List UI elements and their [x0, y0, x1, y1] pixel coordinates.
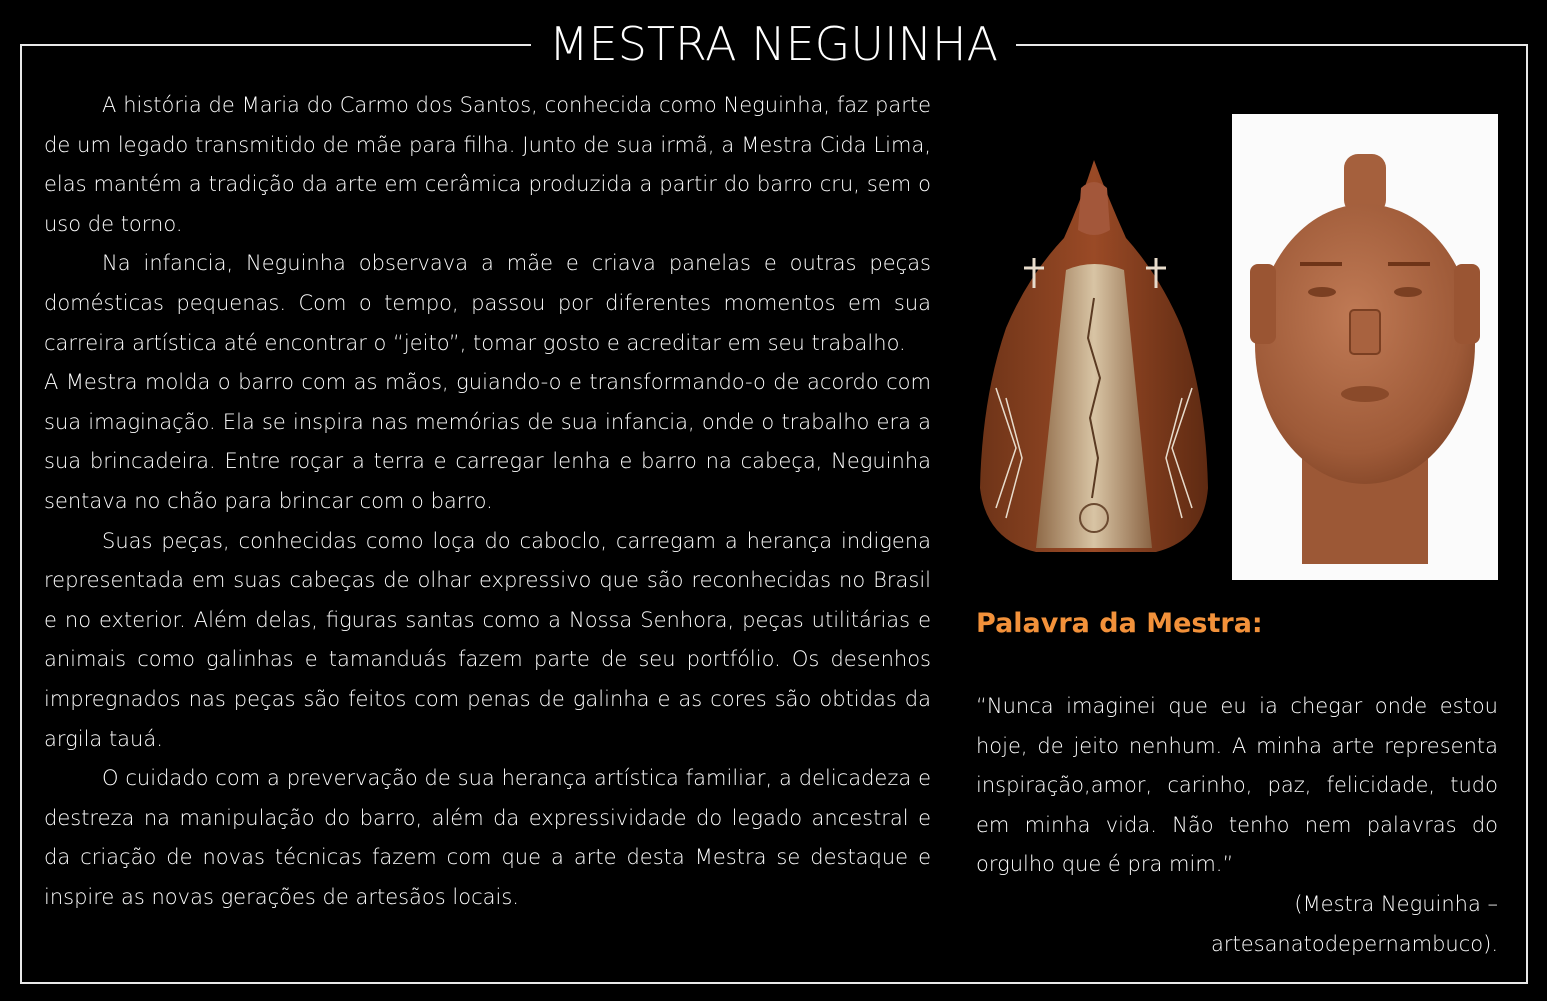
title-bar: [0, 14, 1547, 74]
page-title: MESTRA NEGUINHA: [531, 14, 1016, 74]
quote-text: “Nunca imaginei que eu ia chegar onde estou hoje, de jeito nenhum. A minha arte representa inspiração,amor, carinho, paz, felicidade, tudo em minha vida. Não tenho nem palavras do orgulho que é pra mim.”: [976, 694, 1498, 877]
attribution-line-2: artesanatodepernambuco).: [1210, 931, 1498, 956]
photo-nossa-senhora-figure: [976, 158, 1214, 556]
article-body: [44, 86, 931, 917]
photo-ceramic-head: [1232, 114, 1498, 580]
article-paragraph-3: A Mestra molda o barro com as mãos, guiando-o e transformando-o de acordo com sua imaginação. Ela se inspira nas memórias de sua infancia, onde o trabalho era a sua brincadeira. Entre roçar a terra e carregar lenha e barro na cabeça, Neguinha sentava no chão para brincar com o barro.: [44, 370, 931, 513]
article-paragraph-5: O cuidado com a prevervação de sua herança artística familiar, a delicadeza e destreza na manipulação do barro, além da expressividade do legado ancestral e da criação de novas técnicas fazem com que a arte desta Mestra se destaque e inspire as novas gerações de artesãos locais.: [44, 766, 931, 909]
nossa-senhora-figure-image: [976, 158, 1214, 556]
attribution-line-1: (Mestra Neguinha –: [1294, 892, 1498, 916]
article-paragraph-1: A história de Maria do Carmo dos Santos, conhecida como Neguinha, faz parte de um legado transmitido de mãe para filha. Junto de sua irmã, a Mestra Cida Lima, elas mantém a tradição da arte em cerâmica produzida a partir do barro cru, sem o uso de torno.: [44, 93, 931, 236]
ceramic-head-image: [1232, 114, 1498, 580]
article-paragraph-2: Na infancia, Neguinha observava a mãe e criava panelas e outras peças domésticas pequenas. Com o tempo, passou por diferentes momentos em sua carreira artística até encontrar o “jeito”, tomar gosto e acreditar em seu trabalho.: [44, 251, 931, 355]
master-quote: [976, 687, 1498, 885]
quote-heading: Palavra da Mestra:: [976, 608, 1263, 639]
article-paragraph-4: Suas peças, conhecidas como loça do caboclo, carregam a herança indigena representada em suas cabeças de olhar expressivo que são reconhecidas no Brasil e no exterior. Além delas, figuras santas como a Nossa Senhora, peças utilitárias e animais como galinhas e tamanduás fazem parte de seu portfólio. Os desenhos impregnados nas peças são feitos com penas de galinha e as cores são obtidas da argila tauá.: [44, 528, 931, 751]
quote-attribution: [1098, 885, 1498, 964]
